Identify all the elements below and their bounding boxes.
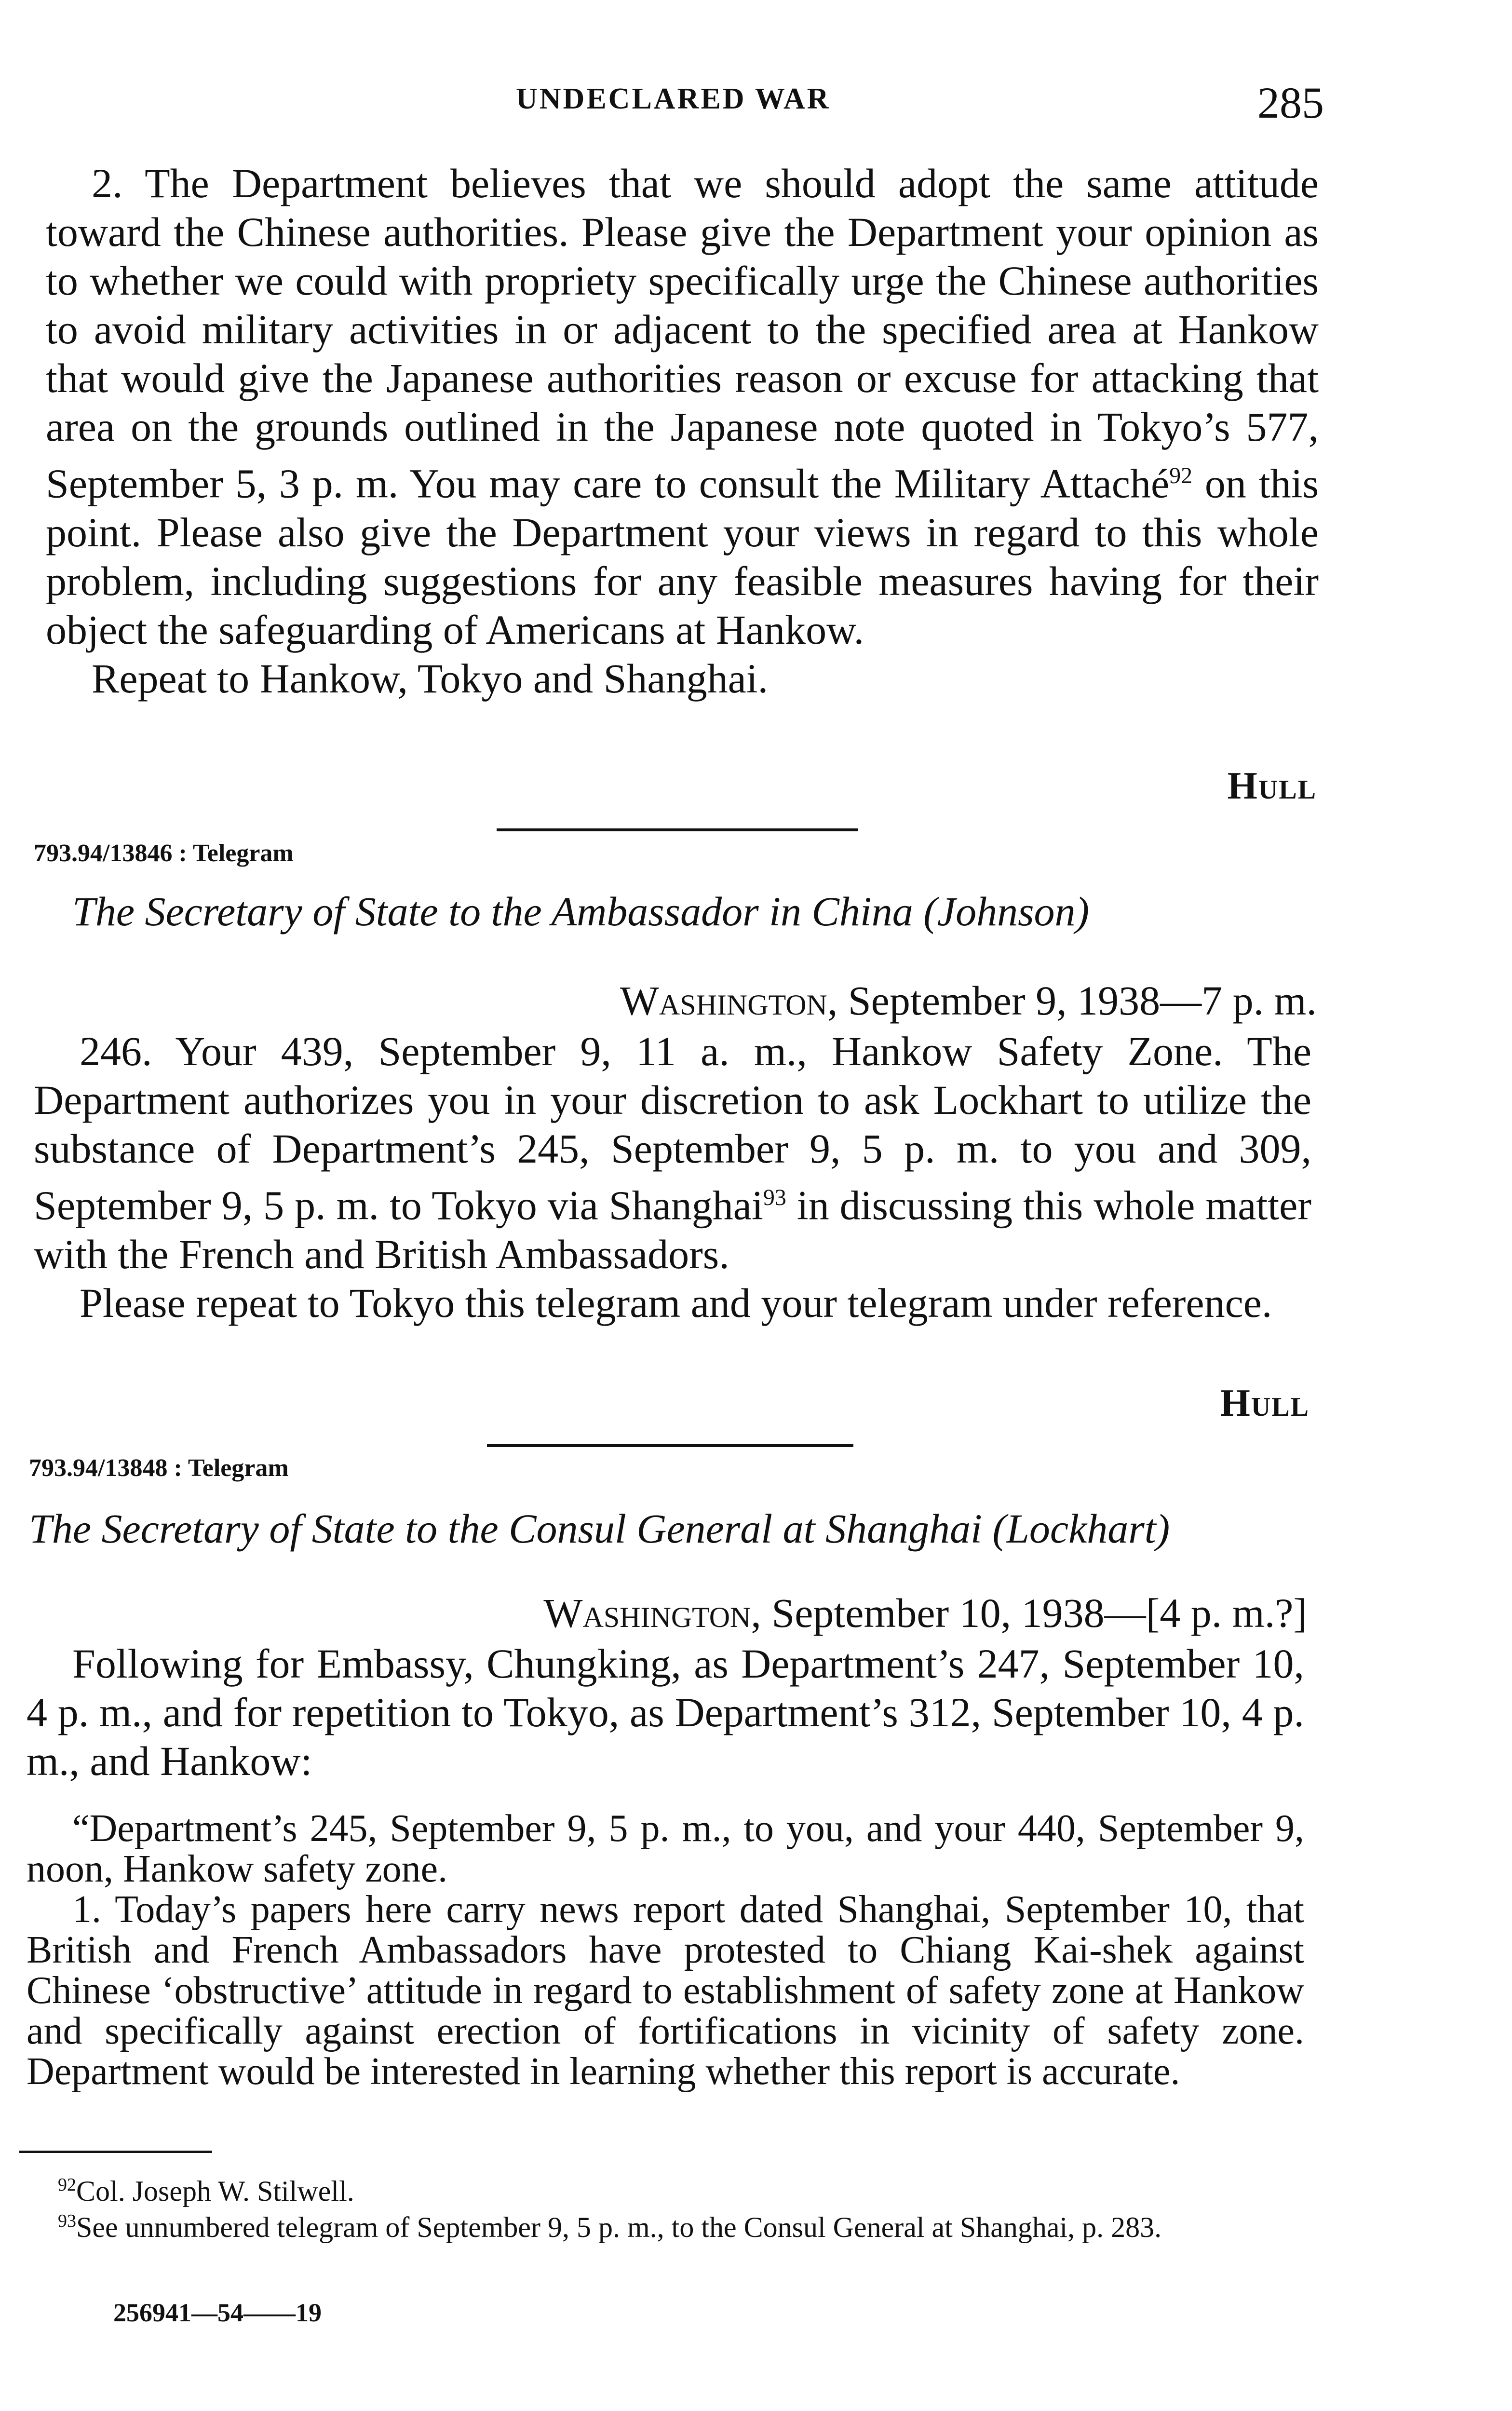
section-divider-2 — [487, 1444, 853, 1447]
doc2-body-part1: 246. Your 439, September 9, 11 a. m., Hankow Safety Zone. The Department authorizes you in your discretion to ask Lockhart to utilize the substance of Department’s 245, September 9, 5 p. m. to you and 309, September 9, 5 p. m. to Tokyo via Shanghai — [34, 1028, 1311, 1229]
quote-paragraph-1: “Department’s 245, September 9, 5 p. m., to you, and your 440, September 9, noon, Hankow safety zone. — [27, 1807, 1304, 1890]
paragraph-2-part2: on this point. Please also give the Department your views in regard to this whole problem, including suggestions for any feasible measures having for their object the safeguarding of Americans at Hankow. — [46, 460, 1319, 653]
dateline-2-rest: , September 9, 1938—7 p. m. — [827, 977, 1317, 1024]
document-3-heading — [29, 1504, 1170, 1553]
footnote-92-text: Col. Joseph W. Stilwell. — [76, 2175, 354, 2207]
footnote-92 — [58, 2170, 1311, 2206]
section-divider-1 — [497, 828, 858, 831]
repeat-instruction: Repeat to Hankow, Tokyo and Shanghai. — [92, 655, 769, 702]
heading-2-name: Johnson — [937, 888, 1076, 935]
signature-hull-1: Hull — [1227, 765, 1317, 807]
dateline-3-place: Washington — [543, 1590, 751, 1636]
dateline-2-place: Washington — [620, 977, 827, 1024]
printer-imprint: 256941—54——19 — [113, 2298, 322, 2327]
footnote-ref-92: 92 — [1169, 463, 1193, 488]
document-2-body — [34, 1027, 1311, 1327]
section-1 — [46, 159, 1319, 703]
heading-3-suffix: ) — [1156, 1505, 1170, 1552]
file-number-13846: 793.94/13846 : Telegram — [34, 840, 294, 867]
document-3-body — [27, 1639, 1304, 1786]
heading-2-prefix: The Secretary of State to the Ambassador in China ( — [72, 888, 937, 935]
quote-paragraph-2: 1. Today’s papers here carry news report dated Shanghai, September 10, that British and French Ambassadors have protested to Chiang Kai-shek against Chinese ‘obstructive’ attitude in regard to establishment of safety zone at Hankow and specifically against erection of fortifications in vicinity of safety zone. Department would be interested in learning whether this report is accurate. — [27, 1888, 1304, 2093]
footnote-93-mark: 93 — [58, 2211, 76, 2231]
document-3-paragraph-1: Following for Embassy, Chungking, as Department’s 247, September 10, 4 p. m., and for repetition to Tokyo, as Department’s 312, September 10, 4 p. m., and Hankow: — [27, 1640, 1304, 1784]
footnote-rule — [19, 2151, 212, 2153]
dateline-3-rest: , September 10, 1938—[4 p. m.?] — [751, 1590, 1307, 1636]
footnote-93-text: See unnumbered telegram of September 9, 5 p. m., to the Consul General at Shanghai, p. 283. — [76, 2211, 1162, 2243]
paragraph-2-part1: 2. The Department believes that we should adopt the same attitude toward the Chinese authorities. Please give the Department your opinion as to whether we could with propriety specifically urge the Chinese authorities to avoid military activities in or adjacent to the specified area at Hankow that would give the Japanese authorities reason or excuse for attacking that area on the grounds outlined in the Japanese note quoted in Tokyo’s 577, September 5, 3 p. m. You may care to consult the Military Attaché — [46, 160, 1319, 507]
running-title: UNDECLARED WAR — [516, 82, 831, 115]
footnote-ref-93: 93 — [763, 1185, 786, 1210]
quoted-telegram — [27, 1808, 1304, 2092]
file-number-13848: 793.94/13848 : Telegram — [29, 1454, 289, 1482]
document-2-heading — [72, 887, 1089, 935]
doc2-body-part2: in discussing this whole matter with the French and British Ambassadors. — [34, 1182, 1311, 1277]
document-2-paragraph-2: Please repeat to Tokyo this telegram and your telegram under reference. — [80, 1279, 1272, 1326]
paragraph-2 — [46, 159, 1319, 654]
page-number: 285 — [1257, 78, 1324, 127]
dateline-3 — [543, 1589, 1307, 1637]
heading-3-prefix: The Secretary of State to the Consul General at Shanghai ( — [29, 1505, 1007, 1552]
footnote-93 — [19, 2206, 1297, 2242]
heading-2-suffix: ) — [1075, 888, 1090, 935]
document-2-paragraph-1 — [34, 1027, 1311, 1279]
signature-hull-2: Hull — [1220, 1382, 1310, 1424]
footnote-92-mark: 92 — [58, 2175, 76, 2195]
dateline-2 — [620, 976, 1317, 1025]
heading-3-name: Lockhart — [1006, 1505, 1156, 1552]
